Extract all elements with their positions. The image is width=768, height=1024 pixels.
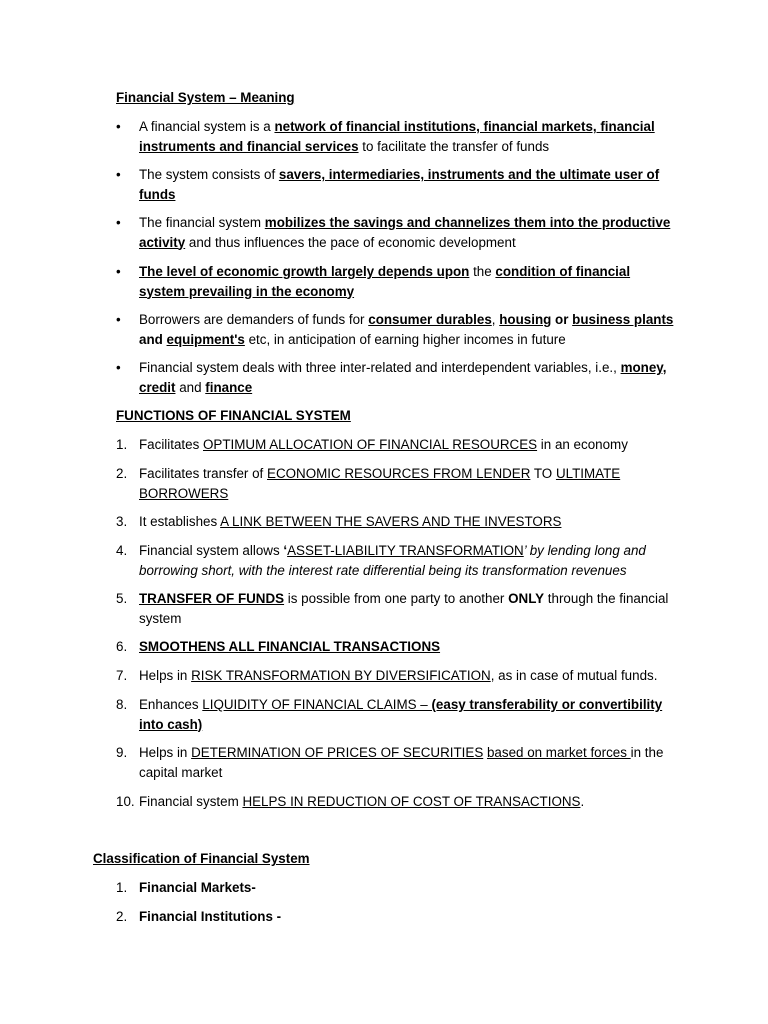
heading-meaning: Financial System – Meaning	[116, 90, 295, 105]
text-run: TO	[530, 466, 556, 481]
text-run: HELPS IN REDUCTION OF COST OF TRANSACTIONS	[242, 794, 581, 809]
text-run: ULTIMATE BORROWERS	[139, 466, 621, 501]
text-run: LIQUIDITY OF FINANCIAL CLAIMS –	[202, 697, 432, 712]
item-number: 4.	[116, 543, 128, 558]
bullet-marker: •	[116, 167, 121, 182]
item-text	[139, 878, 676, 898]
bullet-text	[139, 213, 676, 252]
item-number: 5.	[116, 591, 128, 606]
item-number: 2.	[116, 909, 128, 924]
bullet-marker: •	[116, 119, 121, 134]
text-run: savers, intermediaries, instruments and the ultimate user of funds	[139, 167, 660, 202]
bullet-text	[139, 262, 676, 301]
item-number: 1.	[116, 437, 128, 452]
text-run: money, credit	[139, 360, 667, 395]
text-run: DETERMINATION OF PRICES OF SECURITIES	[191, 745, 484, 760]
function-item	[116, 512, 676, 532]
text-run: housing	[499, 312, 552, 327]
text-run: etc, in anticipation of earning higher incomes in future	[244, 331, 566, 347]
text-run: The financial system	[139, 215, 265, 230]
item-text	[139, 666, 676, 686]
text-run: to facilitate the transfer of funds	[358, 138, 550, 154]
bullet-text	[139, 310, 676, 349]
item-text	[139, 435, 676, 455]
meaning-bullet	[116, 310, 676, 349]
item-number: 2.	[116, 466, 128, 481]
item-text	[139, 589, 676, 628]
text-run: business plants	[572, 312, 674, 327]
text-run: the	[469, 264, 496, 279]
item-text	[139, 512, 676, 532]
text-run: Borrowers are demanders of funds for	[139, 312, 369, 327]
function-item	[116, 435, 676, 455]
item-text	[139, 464, 676, 503]
text-run: .	[580, 794, 585, 809]
item-number: 6.	[116, 639, 128, 654]
text-run: A financial system is a	[139, 119, 275, 134]
item-number: 7.	[116, 668, 128, 683]
bullet-marker: •	[116, 312, 121, 327]
text-run: based on market forces	[486, 745, 631, 760]
item-number: 3.	[116, 514, 128, 529]
text-run: A LINK BETWEEN THE SAVERS AND THE INVESTORS	[220, 514, 562, 529]
item-number: 8.	[116, 697, 128, 712]
text-run: or	[551, 312, 573, 327]
text-run: ONLY	[508, 591, 545, 606]
function-item	[116, 792, 676, 812]
text-run: condition of financial system prevailing in the economy	[139, 264, 631, 299]
function-item	[116, 666, 676, 686]
text-run: finance	[205, 379, 253, 395]
classification-item	[116, 878, 676, 898]
function-item	[116, 464, 676, 503]
text-run: and	[175, 379, 206, 395]
text-run: Enhances	[139, 697, 203, 712]
bullet-marker: •	[116, 360, 121, 375]
text-run: ASSET-LIABILITY TRANSFORMATION	[287, 543, 524, 558]
item-text	[139, 541, 676, 580]
meaning-bullet	[116, 262, 676, 301]
text-run: ‘	[283, 543, 288, 558]
item-text	[139, 695, 676, 734]
function-item	[116, 589, 676, 628]
meaning-bullet	[116, 213, 676, 252]
text-run: (easy transferability or convertibility into cash)	[139, 697, 663, 732]
heading-classification: Classification of Financial System	[93, 851, 310, 866]
item-number: 10.	[116, 794, 135, 809]
text-run: ,	[491, 312, 500, 327]
text-run: It establishes	[139, 514, 221, 529]
bullet-text	[139, 165, 676, 204]
text-run: and thus influences the pace of economic development	[185, 234, 516, 250]
bullet-text	[139, 117, 676, 156]
heading-functions: FUNCTIONS OF FINANCIAL SYSTEM	[116, 408, 351, 423]
item-text	[139, 637, 676, 657]
meaning-bullet	[116, 117, 676, 156]
function-item	[116, 541, 676, 580]
text-run: Financial Markets-	[139, 880, 256, 895]
function-item	[116, 695, 676, 734]
text-run: Facilitates transfer of	[139, 466, 268, 481]
text-run: through the financial system	[139, 591, 669, 626]
text-run: The system consists of	[139, 167, 279, 182]
text-run: in the capital market	[139, 745, 664, 780]
text-run: OPTIMUM ALLOCATION OF FINANCIAL RESOURCES	[203, 437, 538, 452]
text-run: ECONOMIC RESOURCES FROM LENDER	[267, 466, 531, 481]
text-run: consumer durables	[368, 312, 492, 327]
function-item	[116, 743, 676, 782]
text-run: Financial system allows	[139, 543, 284, 558]
item-number: 1.	[116, 880, 128, 895]
text-run: Helps in	[139, 745, 192, 760]
text-run: is possible from one party to another	[284, 591, 509, 606]
text-run: Financial system	[139, 794, 243, 809]
function-item	[116, 637, 676, 657]
bullet-marker: •	[116, 264, 121, 279]
text-run: RISK TRANSFORMATION BY DIVERSIFICATION	[191, 668, 491, 683]
text-run: ’	[523, 543, 526, 558]
item-text	[139, 907, 676, 927]
text-run: and	[139, 331, 167, 347]
text-run: Financial system deals with three inter-related and interdependent variables, i.e.,	[139, 360, 621, 375]
classification-item	[116, 907, 676, 927]
text-run: TRANSFER OF FUNDS	[139, 591, 285, 606]
text-run: Financial Institutions -	[139, 909, 282, 924]
item-text	[139, 743, 676, 782]
item-text	[139, 792, 676, 812]
bullet-marker: •	[116, 215, 121, 230]
meaning-bullet	[116, 165, 676, 204]
text-run: equipment's	[166, 331, 245, 347]
item-number: 9.	[116, 745, 128, 760]
text-run: SMOOTHENS ALL FINANCIAL TRANSACTIONS	[139, 639, 441, 654]
bullet-text	[139, 358, 676, 397]
text-run: by lending long and borrowing short, with the interest rate differential being its transformation revenues	[139, 543, 646, 578]
text-run: Helps in	[139, 668, 192, 683]
text-run: The level of economic growth largely depends upon	[139, 264, 470, 279]
text-run: in an economy	[537, 437, 628, 452]
meaning-bullet	[116, 358, 676, 397]
text-run: mobilizes the savings and channelizes them into the productive activity	[139, 215, 671, 250]
text-run: network of financial institutions, financial markets, financial instruments and financial services	[139, 119, 655, 154]
text-run: , as in case of mutual funds.	[490, 668, 658, 683]
text-run: Facilitates	[139, 437, 203, 452]
